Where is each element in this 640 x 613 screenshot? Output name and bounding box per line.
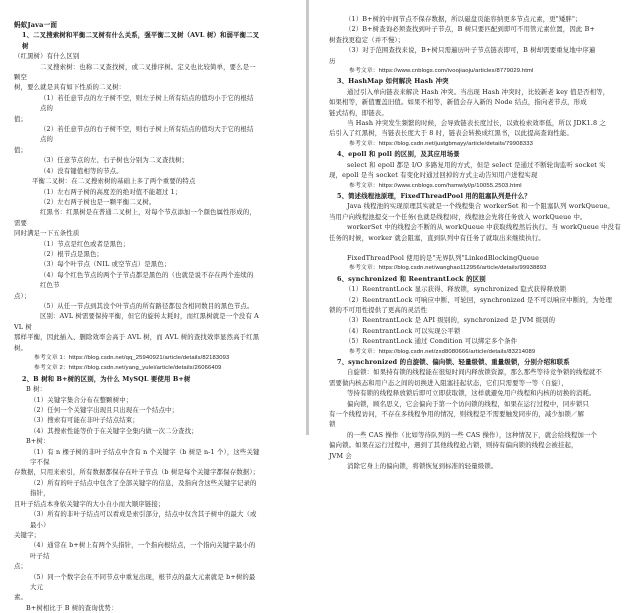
text-line xyxy=(329,243,630,253)
text-line: 锁 xyxy=(329,420,336,429)
text-line: 红黑书：红黑树是在普通二叉树上，对每个节点添加一个颜色属性形成的，需要 xyxy=(14,208,256,227)
text-line: FixedThreadPool 使用的是"无界队列"LinkedBlockingQueue xyxy=(347,253,540,262)
text-line: （5）同一个数字会在不同节点中重复出现，根节点的最大元素就是 b+树的最大元 xyxy=(30,572,256,591)
text-line: （2）所有的叶子结点中包含了全部关键字的信息，及指向含这些关键字记录的指针， xyxy=(30,478,257,498)
text-line: select 和 epoll 都是 I/O 多路复用的方式，但是 select 是通过不断轮询监听 socket 实 xyxy=(347,160,606,169)
section-heading: 3、HashMap 如何解决 Hash 冲突 xyxy=(337,77,449,86)
text-line: （2）根节点是黑色； xyxy=(40,249,104,258)
text-line: （3）所有的非叶子结点可以看成是索引部分，结点中仅含其子树中的最大（或最小） xyxy=(30,510,257,529)
text-line: 值； xyxy=(14,145,28,154)
text-line: （3）任意节点的左、右子树也分别为二叉查找树； xyxy=(40,156,189,165)
right-page xyxy=(309,0,640,471)
text-line: （4）通常在 b+树上有两个头指针，一个指向根结点，一个指向关键字最小的叶子结 xyxy=(30,541,256,560)
section-heading: 5、简述线程池原理，FixedThreadPool 用的阻塞队列是什么？ xyxy=(337,191,531,200)
text-line: B+树相比于 B 树的查询优势： xyxy=(26,603,118,612)
text-line: （1）左右两子树的高度差的绝对值不能超过 1； xyxy=(40,187,182,196)
text-line: 树，要么就是具有如下性质的二叉树： xyxy=(14,83,126,92)
text-line: 点）； xyxy=(14,291,31,300)
reference-link: 参考文章：https://www.cnblogs.com/hsmwlyl/p/10055.2503.html xyxy=(349,182,522,189)
text-line: （4）没有键值相等的节点。 xyxy=(40,166,123,175)
text-line: 链式结构，即链表。 xyxy=(329,108,388,117)
text-line: （1）ReentrantLock 显示获得、释放锁，synchronized 隐式获得释放锁 xyxy=(345,285,567,294)
text-line: 现，epoll 是当 socket 有变化时通过回掉的方式主动告知用户进程实现 xyxy=(329,171,538,180)
section-heading: 4、epoll 和 poll 的区别，及其应用场景 xyxy=(337,150,460,159)
section-heading: 6、synchronized 和 ReentrantLock 的区别 xyxy=(337,274,486,283)
text-line: （3）每个叶节点（NIL 或空节点）是黑色； xyxy=(40,260,171,269)
text-line: （1）B+树的中间节点不保存数据，所以磁盘页能容纳更多节点元素，更"矮胖"； xyxy=(345,15,582,23)
section-heading: 7、synchronized 的自旋锁、偏向锁、轻量级锁、重量级锁，分别介绍和联系 xyxy=(337,358,570,366)
text-line: B+树： xyxy=(26,437,50,446)
right-page-body xyxy=(329,14,630,471)
text-line: 消除它身上的偏向锁，将锁恢复到标准的轻量级锁。 xyxy=(347,462,498,471)
text-line: （1）节点是红色或者是黑色； xyxy=(40,239,130,248)
text-line: （1）有 n 棵子树的非叶子结点中含有 n 个关键字（b 树是 n-1 个），这些关键字不保 xyxy=(30,447,260,467)
text-line: 当 Hash 冲突发生频繁的时候，会导致链表长度过长，以致检索效率低，所以 JDK1.8 之 xyxy=(347,119,606,128)
text-line: 后引入了红黑树，当链表长度大于 8 时，链表会转换成红黑书，以此提高查询性能。 xyxy=(329,129,574,138)
text-line: 如果相等，新值覆盖旧值。如果不相等，新值会存入新的 Node 结点，指向老节点，形成 xyxy=(329,98,587,107)
text-line: 历 xyxy=(329,56,336,65)
text-line: 关键字； xyxy=(14,530,41,539)
text-line: 有一个线程访问，不存在多线程争用的情况，则线程是不需要触发同步的，减少加锁／解 xyxy=(329,410,585,419)
document-title: 蚂蚁Java一面 xyxy=(14,21,58,29)
text-line: 值； xyxy=(14,114,28,123)
text-line: （2）B+树查询必须查找到叶子节点，B 树只要匹配到即可不用管元素位置，因此 B+ xyxy=(345,25,595,34)
text-line: （3）ReentrantLock 是 API 级别的，synchronized 是 JVM 级别的 xyxy=(345,316,556,325)
reference-link: 参考文章：https://blog.csdn.net/justgbmayy/article/details/79908333 xyxy=(349,140,533,147)
text-line: 存数据，只用来索引，所有数据都保存在叶子节点（b 树是每个关键字都保存数据）； xyxy=(14,468,260,477)
text-line: （3）对于范围查找来说，B+树只需遍历叶子节点链表即可，B 树却需要重复地中序遍 xyxy=(345,46,596,55)
section-heading: 1、二叉搜索树和平衡二叉树有什么关系，强平衡二叉树（AVL 树）和弱平衡二叉树 xyxy=(22,31,260,50)
text-line: Java 线程池的实现原理其实就是一个线程集合 workerSet 和一个阻塞队列 workQueue。 xyxy=(347,202,614,211)
text-line: workerSet 中的线程会不断的从 workQueue 中获取线程然后执行。当 workQueue 中没有 xyxy=(347,223,621,232)
text-line: 且叶子结点本身依关键字的大小自小而大顺序链接； xyxy=(14,499,165,508)
text-line: （4）其搜索性能等价于在关键字全集内做一次二分查找； xyxy=(30,426,198,435)
section-heading: 2、B 树和 B+树的区别，为什么 MySQL 要使用 B+树 xyxy=(22,374,191,383)
text-line: 需要做内核态和用户态之间的切换进入阻塞挂起状态，它们只需要等一等（自旋）， xyxy=(329,378,568,387)
text-line: （5）从任一节点到其没个叶节点的所有路径都包含相同数目的黑色节点。 xyxy=(40,301,254,310)
text-line: （2）ReentrantLock 可响应中断、可轮回，synchronized 是不可以响应中断的，为处理 xyxy=(345,295,612,304)
reference-link: 参考文章：https://blog.csdn.net/zxd8080666/article/details/83214089 xyxy=(349,348,536,355)
left-page xyxy=(0,0,306,612)
text-line: （2）左右两子树也是一颗平衡二叉树。 xyxy=(40,197,156,206)
text-line: 的一些 CAS 操作（比如等待队列的一些 CAS 操作），这种情况下，就会给线程加一个 xyxy=(347,430,598,439)
text-line: 锁的不可用性提供了更高的灵活性 xyxy=(329,305,428,314)
text-line: 区别：AVL 树需要保持平衡，但它的旋转太耗时，而红黑树就是一个没有 AVL 树 xyxy=(14,312,259,331)
reference-link: 参考文章 1：https://blog.csdn.net/qq_25940921/article/details/82183093 xyxy=(34,355,230,361)
text-line: （4）ReentrantLock 可以实现公平锁 xyxy=(345,326,461,335)
text-line: 那样平衡，因此插入、删除效率会高于 AVL 树，而 AVL 树的查找效率显然高于红黑树。 xyxy=(14,333,260,352)
reference-link: 参考文章 2：https://blog.csdn.net/yang_yulei/article/details/26066409 xyxy=(34,365,222,372)
text-line: 任务的时候，worker 就会阻塞，直到队列中有任务了就取出来继续执行。 xyxy=(329,233,545,242)
text-line: （红黑树）有什么区别 xyxy=(14,52,80,61)
text-line: （2）任何一个关键字出现且只出现在一个结点中； xyxy=(30,406,179,415)
text-line: （4）每个红色节点的两个子节点都是黑色的（也就是说不存在两个连续的红色节 xyxy=(40,270,254,290)
text-line: JVM 会 xyxy=(329,451,352,460)
text-line: 偏向锁，顾名思义，它会偏向于第一个访问锁的线程，如果在运行过程中，同步锁只 xyxy=(347,399,590,408)
text-line: 等持有锁的线程释放锁后即可立即获取锁，这样就避免用户线程和内核的切换的消耗。 xyxy=(347,389,596,398)
text-line: 偏向锁。如果在运行过程中，遇到了其他线程抢占锁，则持有偏向锁的线程会被挂起， xyxy=(329,441,578,450)
text-line: （1）关键字集合分布在整颗树中； xyxy=(30,395,133,404)
text-line: 同时满足一下五条性质 xyxy=(14,229,80,238)
text-line: （2）若任意节点的右子树不空，则右子树上所有结点的值均大于它的根结点的 xyxy=(40,125,254,144)
text-line: 平衡二叉树：在二叉搜索树的基础上多了两个重要的特点 xyxy=(32,177,196,186)
text-line: 二叉搜索树：也称二叉查找树，或二叉排序树。定义也比较简单，要么是一颗空 xyxy=(14,62,256,82)
text-line: 当用户向线程池提交一个任务(也就是线程)时，线程池会先将任务放入 workQueue 中。 xyxy=(329,212,587,221)
text-line: （1）若任意节点的左子树不空，则左子树上所有结点的值均小于它的根结点的 xyxy=(40,93,254,113)
text-line: （5）ReentrantLock 通过 Condition 可以绑定多个条件 xyxy=(345,337,518,346)
text-line: 素。 xyxy=(14,593,28,602)
text-line: （3）搜索有可能在非叶子结点结束； xyxy=(30,416,139,425)
reference-link: 参考文章：https://blog.csdn.net/wanghao112956/article/details/99938893 xyxy=(349,265,547,272)
text-line: 树查找更稳定（并不慢）； xyxy=(329,35,405,44)
left-page-body xyxy=(14,30,260,613)
text-line: 自旋锁：如果持有锁的线程能在很短时间内释放锁资源，那么那些等待竞争锁的线程就不 xyxy=(347,368,603,377)
text-line: B 树： xyxy=(26,385,47,394)
text-line: 点； xyxy=(14,562,28,571)
text-line: 通过引入单向链表来解决 Hash 冲突。当出现 Hash 冲突时，比较新老 key 值是否相等， xyxy=(347,87,610,96)
reference-link: 参考文章：https://www.cnblogs.com/ivoojiaoju/articles/8779029.html xyxy=(349,68,534,75)
